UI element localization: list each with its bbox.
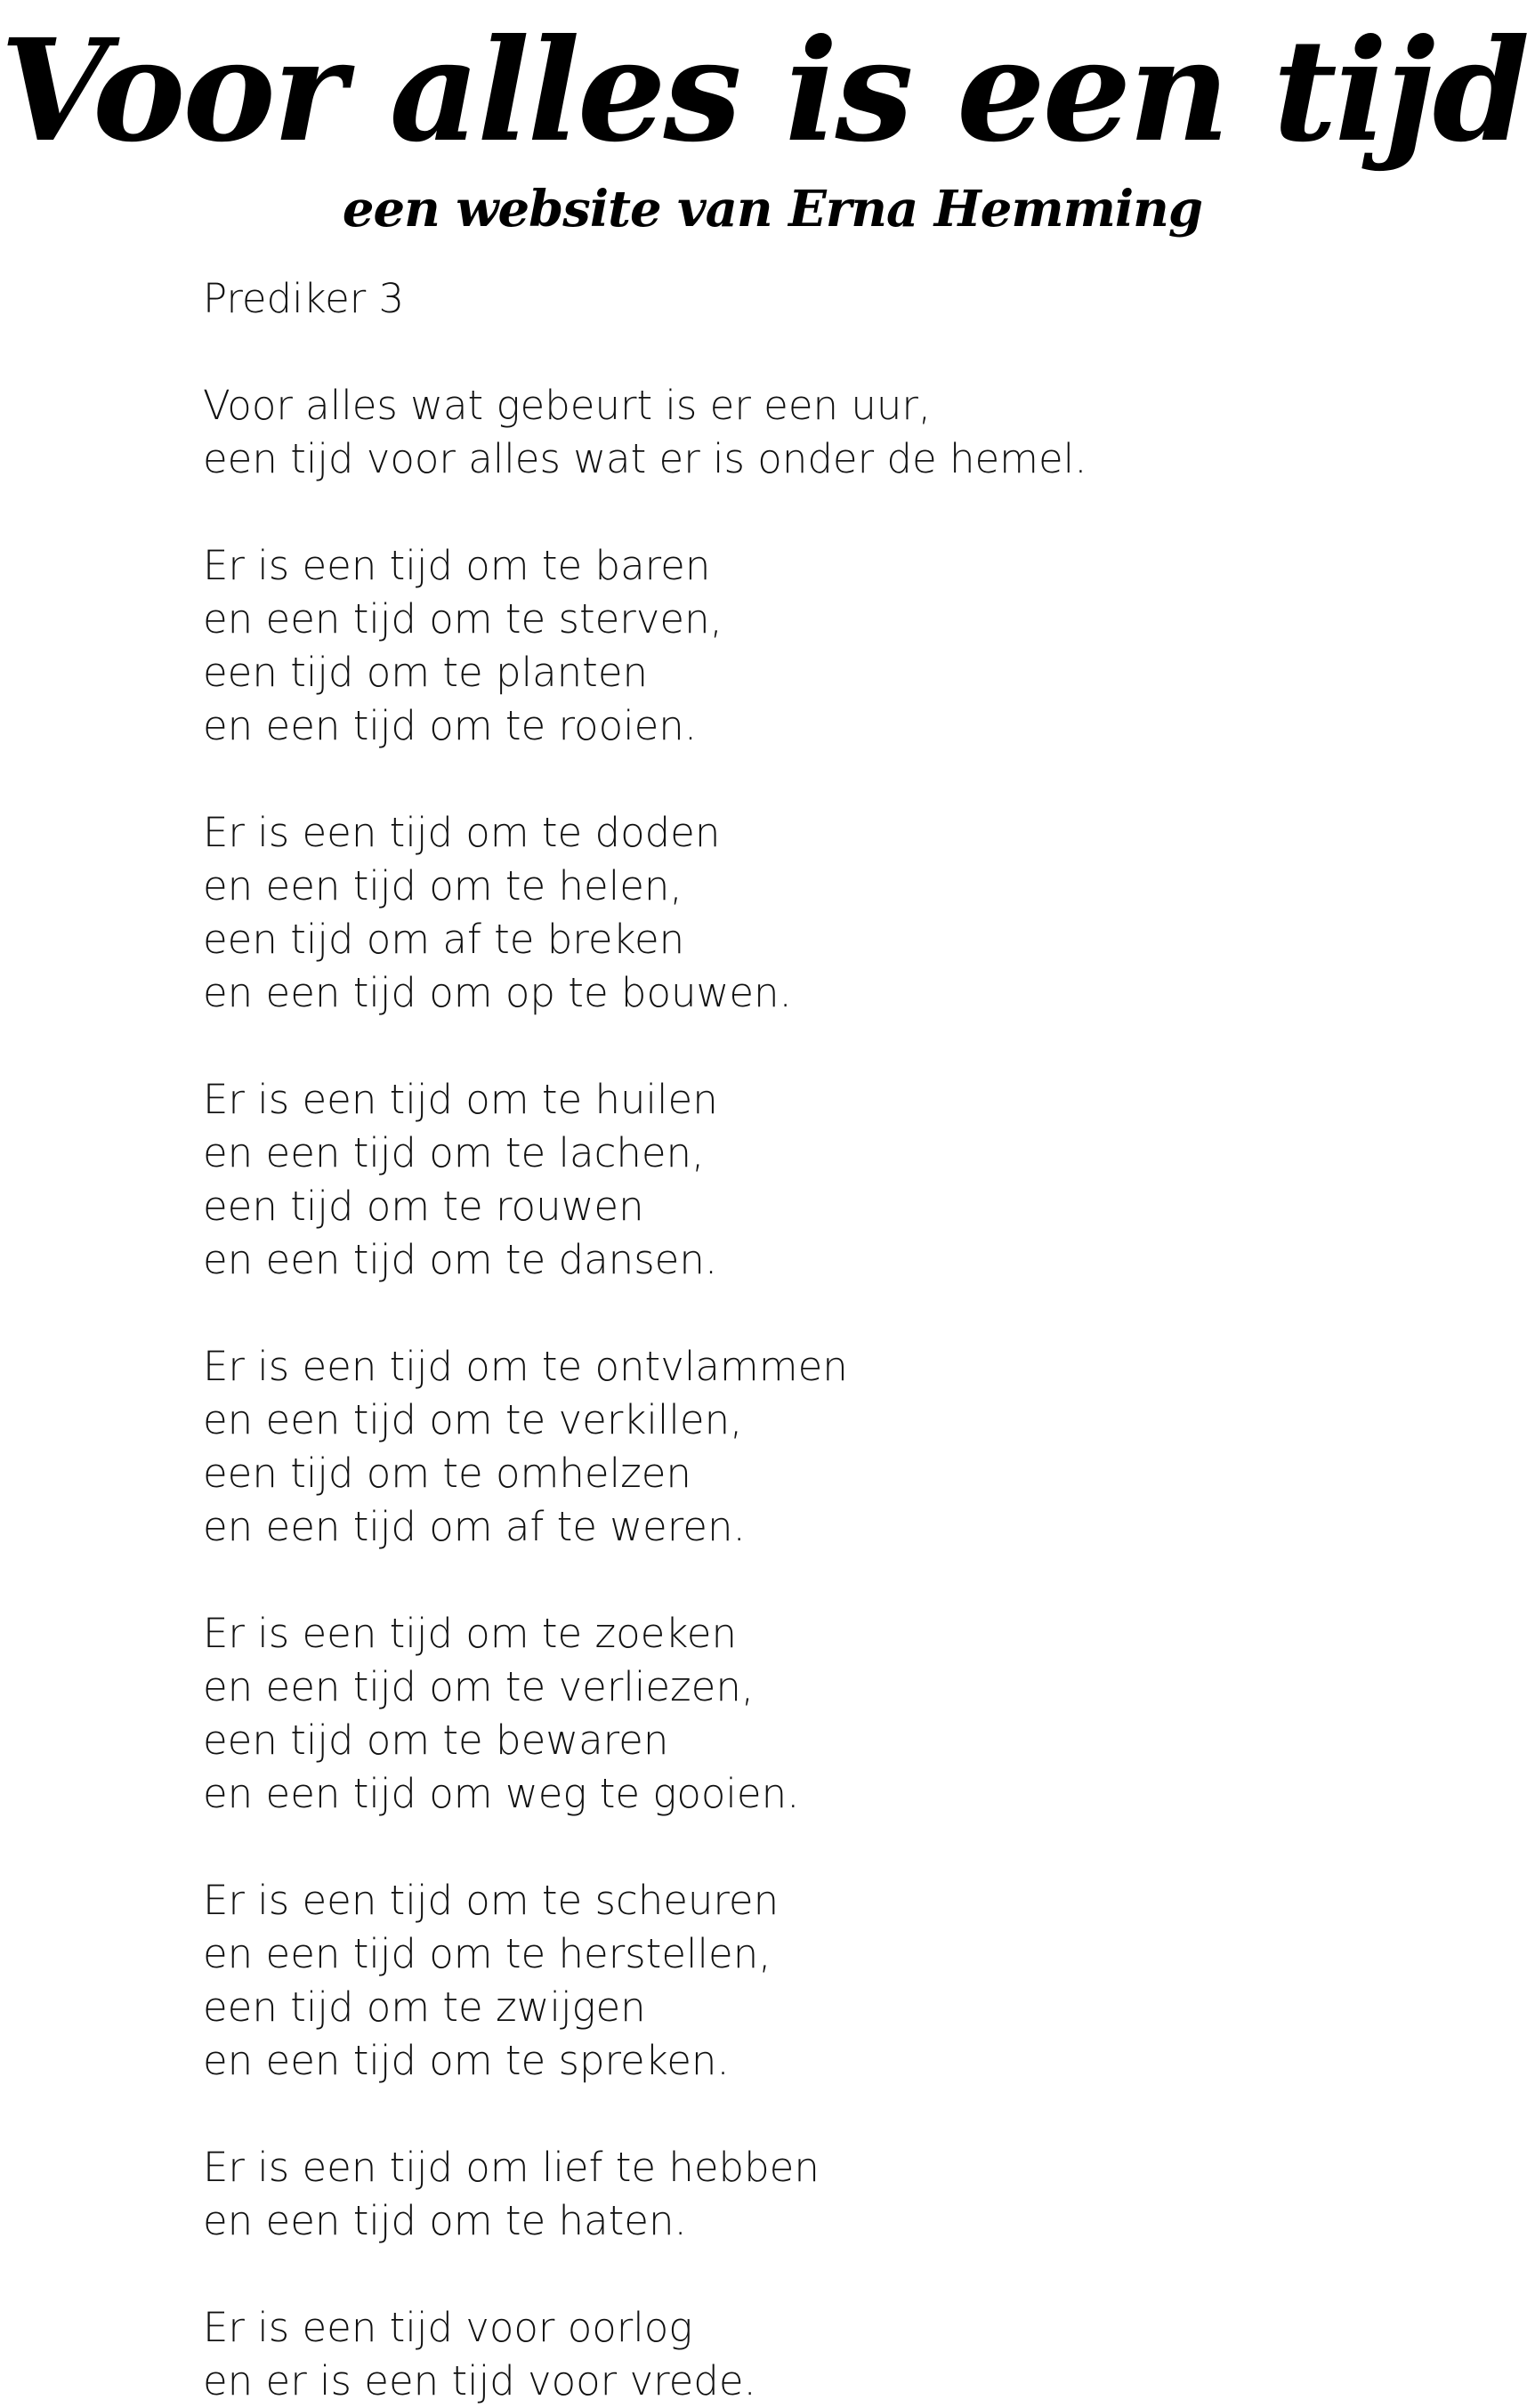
poem-line: en een tijd om af te weren. <box>203 1503 746 1550</box>
poem-line: en een tijd om te helen, <box>203 862 683 909</box>
poem-line: en een tijd om op te bouwen. <box>203 969 792 1016</box>
poem-line: en een tijd om te verkillen, <box>203 1396 743 1443</box>
poem-stanza <box>203 1874 1182 2088</box>
site-subtitle: een website van Erna Hemming <box>342 180 1202 238</box>
poem-line: en er is een tijd voor vrede. <box>203 2357 756 2404</box>
poem-line: een tijd om te omhelzen <box>203 1450 691 1497</box>
poem-line: Er is een tijd om te scheuren <box>203 1877 780 1924</box>
poem-line: een tijd om af te breken <box>203 916 685 963</box>
poem-line: en een tijd om te spreken. <box>203 2037 730 2084</box>
poem-stanza <box>203 539 1182 753</box>
poem-line: Er is een tijd om te doden <box>203 809 721 856</box>
poem-stanza <box>203 2301 1182 2408</box>
poem-line: en een tijd om te lachen, <box>203 1129 705 1176</box>
poem-line: Er is een tijd om te zoeken <box>203 1610 738 1657</box>
poem-line: Er is een tijd om lief te hebben <box>203 2144 820 2191</box>
poem-line: Er is een tijd om te ontvlammen <box>203 1343 848 1390</box>
poem-line: en een tijd om te dansen. <box>203 1236 718 1283</box>
poem-line: een tijd om te planten <box>203 649 649 696</box>
poem-stanza <box>203 806 1182 1020</box>
poem-line: en een tijd om te sterven, <box>203 595 723 642</box>
poem-line: een tijd om te bewaren <box>203 1717 669 1764</box>
poem-stanza <box>203 1073 1182 1287</box>
poem-line: een tijd om te rouwen <box>203 1183 644 1230</box>
poem-stanza <box>203 2141 1182 2248</box>
poem-line: Er is een tijd om te huilen <box>203 1076 718 1123</box>
poem-heading: Prediker 3 <box>203 275 405 322</box>
poem-line: Er is een tijd voor oorlog <box>203 2304 693 2351</box>
poem-line: en een tijd om te herstellen, <box>203 1930 772 1977</box>
poem-line: Voor alles wat gebeurt is er een uur, <box>203 382 932 429</box>
poem-stanza <box>203 1340 1182 1554</box>
poem-line: en een tijd om te rooien. <box>203 702 698 749</box>
poem-line: een tijd om te zwijgen <box>203 1984 646 2031</box>
poem-line: een tijd voor alles wat er is onder de hemel. <box>203 435 1087 482</box>
poem-line: en een tijd om te verliezen, <box>203 1663 755 1710</box>
poem-line: Er is een tijd om te baren <box>203 542 711 589</box>
poem-line: en een tijd om te haten. <box>203 2197 687 2244</box>
poem-stanza <box>203 1607 1182 1821</box>
site-header <box>0 0 1527 240</box>
poem-stanza <box>203 379 1182 486</box>
poem-line: en een tijd om weg te gooien. <box>203 1770 800 1817</box>
site-title[interactable]: Voor alles is een tijd <box>0 9 1527 174</box>
poem-content <box>203 272 1182 2408</box>
